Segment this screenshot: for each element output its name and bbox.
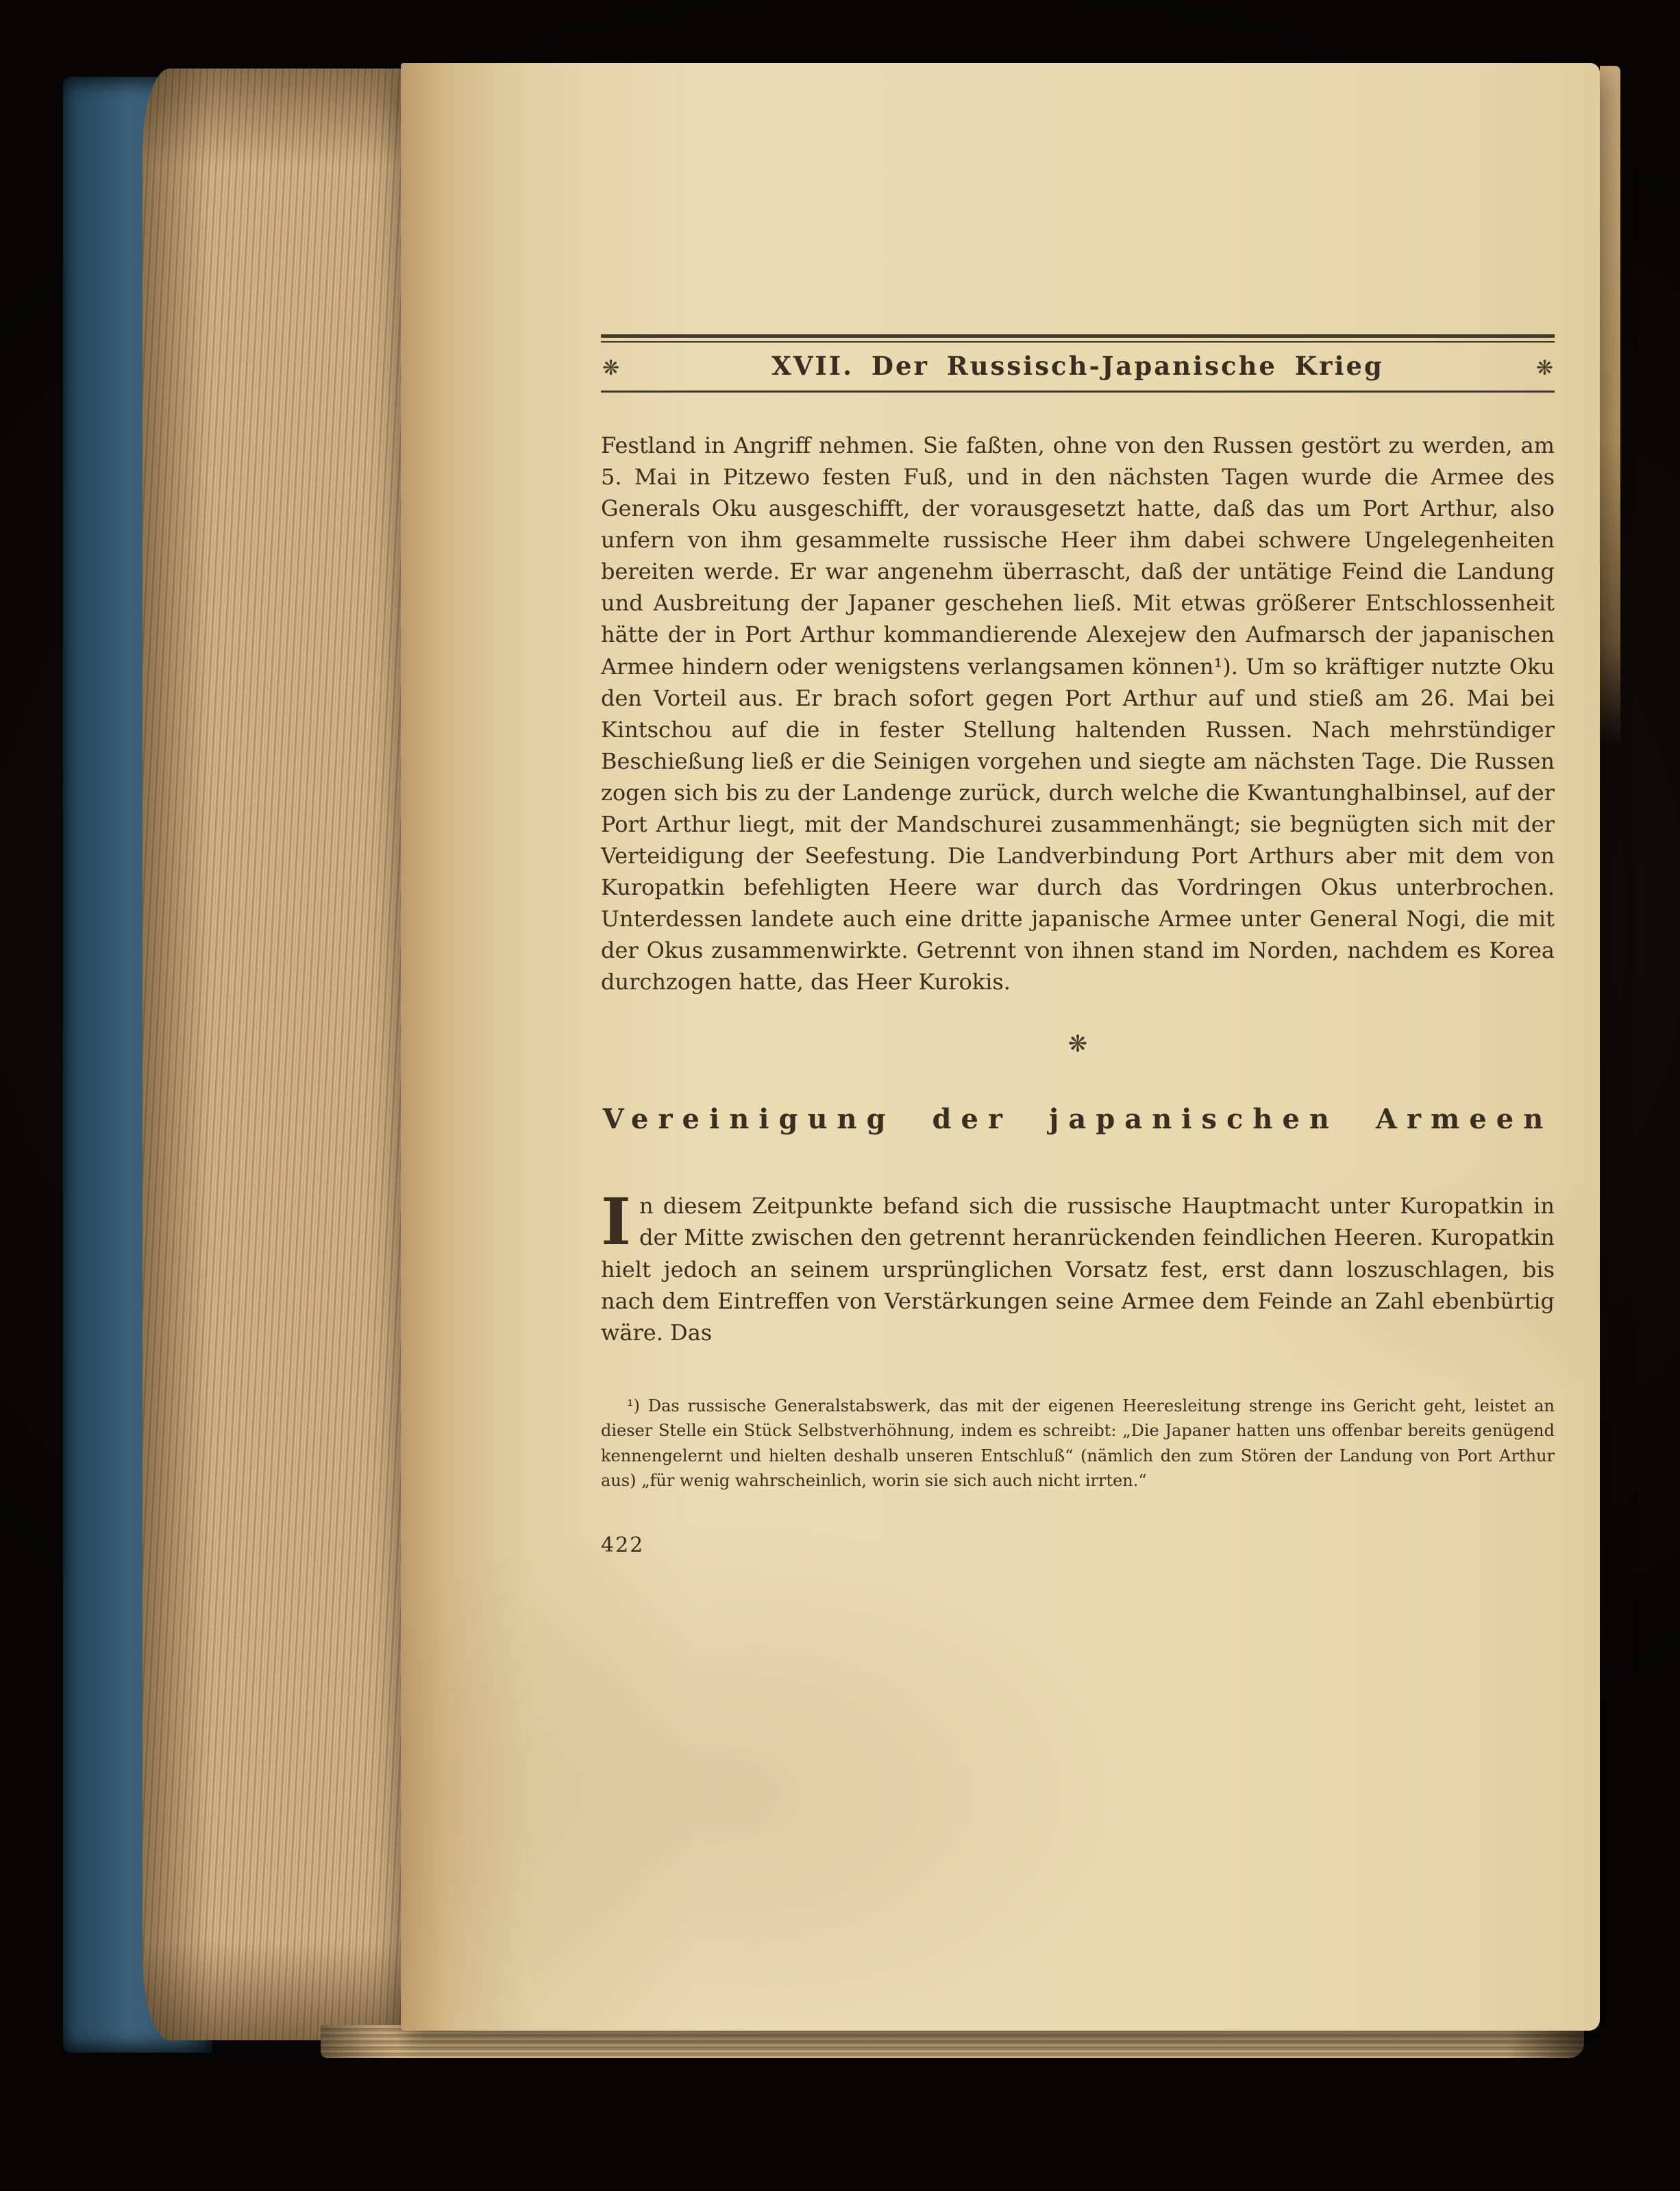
header-ornament-left-icon: ❋	[602, 356, 620, 380]
header-rule-top	[601, 334, 1555, 343]
body-paragraph-2	[601, 1185, 1555, 1348]
drop-cap-initial: I	[601, 1185, 631, 1261]
section-divider-ornament-icon: ❋	[1067, 1030, 1088, 1059]
running-header	[601, 343, 1555, 391]
chapter-title: XVII. Der Russisch-Japanische Krieg	[771, 351, 1384, 381]
header-ornament-right-icon: ❋	[1535, 356, 1553, 380]
body-paragraph-2-text: n diesem Zeitpunkte befand sich die russische Hauptmacht unter Kuropatkin in der Mitte zwischen den getrennt heranrückenden feindlichen Heeren. Kuropatkin hielt jedoch an seinem ursprünglichen Vorsatz fest, erst dann loszuschlagen, bis nach dem Eintreffen von Verstärkungen seine Armee dem Feinde an Zahl ebenbürtig wäre. Das	[601, 1193, 1555, 1346]
page-number: 422	[601, 1533, 645, 1557]
section-heading: Vereinigung der japanischen Armeen	[602, 1103, 1553, 1136]
text-block	[601, 334, 1555, 1557]
body-paragraph-1: Festland in Angriff nehmen. Sie faßten, ohne von den Russen gestört zu werden, am 5. Mai in Pitzewo festen Fuß, und in den nächsten Tagen wurde die Armee des Generals Oku ausgeschifft, der vorausgesetzt hatte, daß das um Port Arthur, also unfern von ihm gesammelte russische Heer ihm dabei schwere Ungelegenheiten bereiten werde. Er war angenehm überrascht, daß der untätige Feind die Landung und Ausbreitung der Japaner geschehen ließ. Mit etwas größerer Entschlossenheit hätte der in Port Arthur kommandierende Alexejew den Aufmarsch der japanischen Armee hindern oder wenigstens verlangsamen können¹). Um so kräftiger nutzte Oku den Vorteil aus. Er brach sofort gegen Port Arthur auf und stieß am 26. Mai bei Kintschou auf die in fester Stellung haltenden Russen. Nach mehrstündiger Beschießung ließ er die Seinigen vorgehen und siegte am nächsten Tage. Die Russen zogen sich bis zu der Landenge zurück, durch welche die Kwantunghalbinsel, auf der Port Arthur liegt, mit der Mandschurei zusammenhängt; sie begnügten sich mit der Verteidigung der Seefestung. Die Landverbindung Port Arthurs aber mit dem von Kuropatkin befehligten Heere war durch das Vordringen Okus unterbrochen. Unterdessen landete auch eine dritte japanische Armee unter General Nogi, die mit der Okus zusammenwirkte. Getrennt von ihnen stand im Norden, nachdem es Korea durchzogen hatte, das Heer Kurokis.	[601, 432, 1555, 995]
next-page-edge	[1600, 66, 1620, 745]
footnote: ¹) Das russische Generalstabswerk, das mit der eigenen Heeresleitung strenge ins Gericht geht, leistet an dieser Stelle ein Stück Selbstverhöhnung, indem es schreibt: „Die Japaner hatten uns offenbar bereits genügend kennengelernt und hielten deshalb unseren Entschluß“ (nämlich den zum Stören der Landung von Port Arthur aus) „für wenig wahrscheinlich, worin sie sich auch nicht irrten.“	[601, 1396, 1555, 1491]
header-rule-bottom	[601, 391, 1555, 393]
book-page	[401, 63, 1600, 2031]
